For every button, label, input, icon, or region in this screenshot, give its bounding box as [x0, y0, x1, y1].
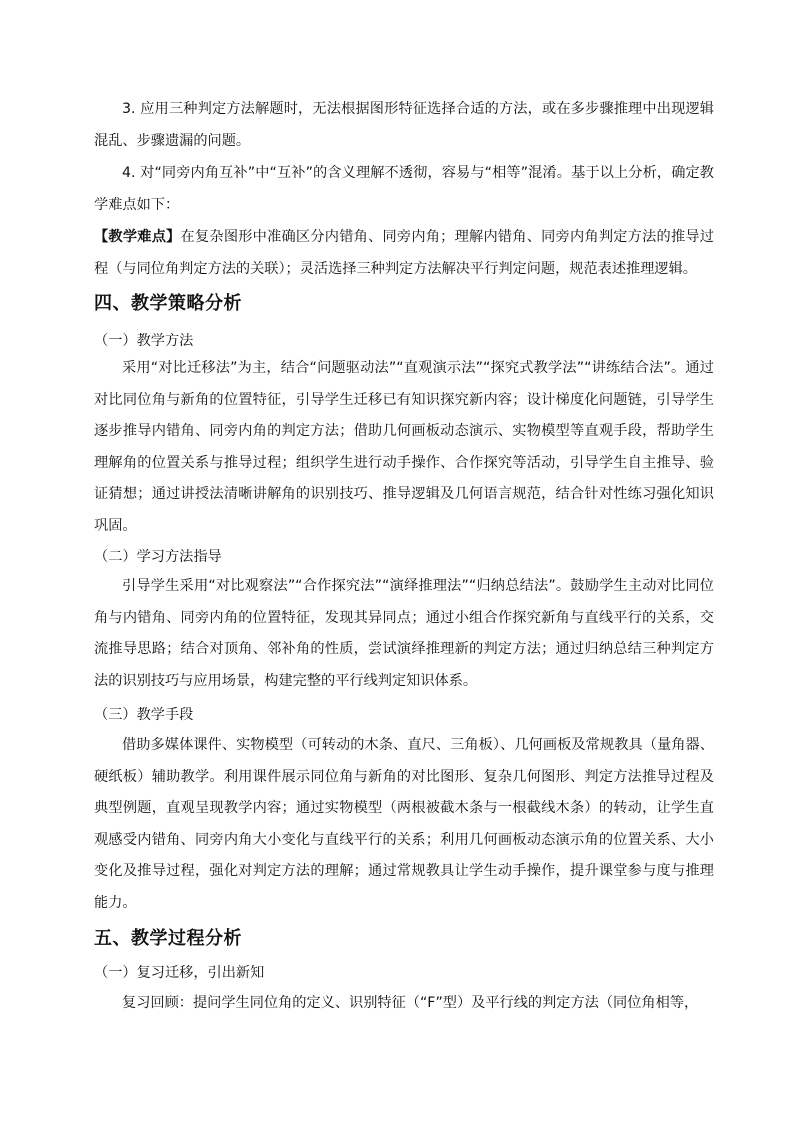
teaching-difficulty-label: 【教学难点】: [94, 229, 181, 245]
section-4-heading: 四、教学策略分析: [94, 293, 242, 314]
section-5-heading: 五、教学过程分析: [94, 928, 242, 949]
section-4-subheading-1: （一）教学方法: [94, 333, 194, 349]
difficulty-item-3: 3. 应用三种判定方法解题时，无法根据图形特征选择合适的方法，或在多步骤推理中出现逻辑混乱、步骤遗漏的问题。: [94, 101, 714, 149]
teaching-difficulty-paragraph: [94, 222, 714, 285]
teaching-difficulty-text: 在复杂图形中准确区分内错角、同旁内角；理解内错角、同旁内角判定方法的推导过程（与同位角判定方法的关联）；灵活选择三种判定方法解决平行判定问题，规范表述推理逻辑。: [94, 229, 714, 277]
section-4-subheading-2: （二）学习方法指导: [94, 549, 222, 565]
difficulty-item-4: 4. 对“同旁内角互补”中“互补”的含义理解不透彻，容易与“相等”混淆。基于以上分析，确定教学难点如下：: [94, 165, 714, 213]
learning-methods-paragraph: 引导学生采用“对比观察法”“合作探究法”“演绎推理法”“归纳总结法”。鼓励学生主动对比同位角与内错角、同旁内角的位置特征，发现其异同点；通过小组合作探究新角与直线平行的关系，交流推导思路；结合对顶角、邻补角的性质，尝试演绎推理新的判定方法；通过归纳总结三种判定方法的识别技巧与应用场景，构建完整的平行线判定知识体系。: [94, 578, 714, 689]
section-5-subheading-1: （一）复习迁移，引出新知: [94, 965, 265, 981]
review-paragraph: 复习回顾：提问学生同位角的定义、识别特征（“F”型）及平行线的判定方法（同位角相等，: [122, 995, 699, 1011]
teaching-tools-paragraph: 借助多媒体课件、实物模型（可转动的木条、直尺、三角板）、几何画板及常规教具（量角器、硬纸板）辅助教学。利用课件展示同位角与新角的对比图形、复杂几何图形、判定方法推导过程及典型例题，直观呈现教学内容；通过实物模型（两根被截木条与一根截线木条）的转动，让学生直观感受内错角、同旁内角大小变化与直线平行的关系；利用几何画板动态演示角的位置关系、大小变化及推导过程，强化对判定方法的理解；通过常规教具让学生动手操作，提升课堂参与度与推理能力。: [94, 737, 714, 911]
section-4-subheading-3: （三）教学手段: [94, 707, 194, 723]
teaching-methods-paragraph: 采用“对比迁移法”为主，结合“问题驱动法”“直观演示法”“探究式教学法”“讲练结合法”。通过对比同位角与新角的位置特征，引导学生迁移已有知识探究新内容；设计梯度化问题链，引导学生逐步推导内错角、同旁内角的判定方法；借助几何画板动态演示、实物模型等直观手段，帮助学生理解角的位置关系与推导过程；组织学生进行动手操作、合作探究等活动，引导学生自主推导、验证猜想；通过讲授法清晰讲解角的识别技巧、推导逻辑及几何语言规范，结合针对性练习强化知识巩固。: [94, 360, 714, 534]
